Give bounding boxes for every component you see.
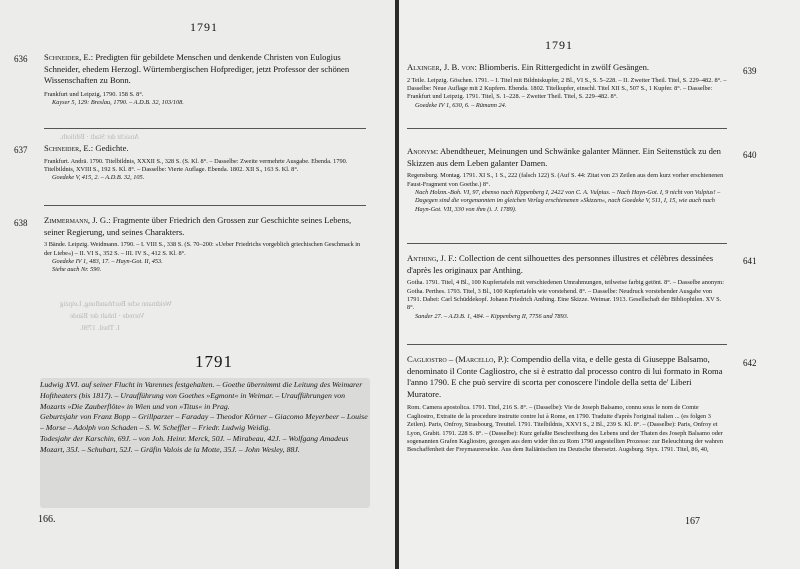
bibliography-entry bbox=[44, 143, 366, 183]
show-through-text: Ansicht der Stadt · Biblioth. bbox=[60, 133, 140, 141]
entry-number: 641 bbox=[743, 256, 757, 266]
entry-number: 639 bbox=[743, 66, 757, 76]
left-page bbox=[0, 0, 395, 569]
entry-details: Gotha. 1791. Titel, 4 Bl., 100 Kupfertafeln mit verschiedenen Umrahmungen, teilweise farbig getönt. 8°. – Dasselbe anonym: Gotha. Perthes. 1793. Titel, 3 Bl., 100 Kupfertafeln wie vorstehend. 8°. – Dasselbe: Neudruck vorstehender Ausgabe von 1791. Dabei: Carl Schüddekopf. Johann Friedrich Anthing. Eine Skizze. Weimar. 1913. Gesellschaft der Bibliophilen. XV S. 8°. bbox=[407, 279, 724, 312]
chronicle-text bbox=[40, 380, 370, 456]
entry-title: Fragmente über Friedrich den Grossen zur Geschichte seines Lebens, seiner Regierung, und seines Charakters. bbox=[44, 215, 352, 237]
entry-divider bbox=[44, 128, 366, 129]
chronicle-year: 1791 bbox=[195, 352, 233, 371]
entry-reference: Nach Holzm.-Boh. VI, 97, ebenso nach Kippenberg I, 2422 von C. A. Vulpius. – Nach Hayn-Got. I, 9 nicht von Vulpius! – Dagegen sind die vorgenannten im gleichen Verlag erschienenen »Skizzen«, nach Goedeke V, 511, I, 15, wie auch nach Hayn-Got. VII, 330 von ihm (i. J. 1789). bbox=[415, 189, 721, 213]
entry-reference: Sander 27. – A.D.B. 1, 484. – Kippenberg II, 7756 und 7893. bbox=[415, 312, 569, 320]
entry-author: Anthing, J. F.: bbox=[407, 253, 457, 263]
left-running-head: 1791 bbox=[190, 20, 218, 34]
chronicle-deaths: Todesjahr der Karschin, 69J. – von Joh. Heinr. Merck, 50J. – Mirabeau, 42J. – Wolfgang Amadeus Mozart, 35J. – Schubart, 52J. – Gräfin Valois de la Motte, 35J. – John Wesley, 88J. bbox=[40, 433, 349, 454]
entry-author: Cagliostro – (Marcello, P.): bbox=[407, 354, 510, 364]
entry-reference: Goedeke IV 1, 483, 17. – Hayn-Got. II, 453. bbox=[52, 258, 163, 265]
entry-author: Anonym: bbox=[407, 146, 439, 156]
entry-reference: Goedeke V, 415, 2. – A.D.B. 32, 105. bbox=[52, 174, 145, 182]
entry-details: Rom. Camera apostolica. 1791. Titel, 216 S. 8°. – (Dasselbe): Vie de Joseph Balsamo, connu sous le nom de Comte Cagliostro, Extraite de la procedure instruite contre lui à Rome, en 1790. Traduite d'après l'original italien ... (es folgen 3 Zeilen). Paris, Onfroy, Strasbourg, Treuttel. 1791. Titelbildnis, XXVI S., 2 Bl., 239 S. Kl. 8°. – (Dasselbe): Paris, Onfroy et Lyon, Grabit. 1791. 228 S. 8°. – (Dasselbe): Kurz gefaßte Beschreibung des Lebens und der Thaten des Joseph Balsamo oder sogenannten Grafen Kagliostro, gezogen aus dem wider ihn zu Rom 1790 angestellten Prozesse: zur Beleuchtung der wahren Beschaffenheit der Freymaurersekte. Aus dem Italiänischen ins Deutsche übersetzt. Augsburg. Styx. 1791. Titel, 86, 40, bbox=[407, 404, 723, 454]
entry-number: 638 bbox=[14, 218, 28, 228]
right-page bbox=[399, 0, 800, 569]
entry-details: Frankfurt. Andrä. 1790. Titelbildnis, XXXII S., 328 S. (S. Kl. 8°. – Dasselbe: Zweite vermehrte Ausgabe. Ebenda. 1790. Titelbildnis, XVIII S., 192 S. Kl. 8°. – Dasselbe: Vierte Auflage. Ebenda. 1802. XII S., 163 S. Kl. 8°. bbox=[44, 157, 348, 173]
show-through-text: Weidmann sche Buchhandlung, Leipzig bbox=[60, 300, 172, 308]
entry-title: Predigten für gebildete Menschen und denkende Christen von Eulogius Schneider, ehedem Herzogl. Würtembergischen Hofprediger, jetzt Professor der schönen Wissenschaften zu Bonn. bbox=[44, 52, 350, 86]
entry-title: Bliomberis. Ein Rittergedicht in zwölf Gesängen. bbox=[479, 62, 650, 72]
entry-reference: Kayser 5, 129: Breslau, 1790. – A.D.B. 32, 103/108. bbox=[52, 99, 184, 107]
bibliography-entry bbox=[407, 354, 727, 455]
show-through-text: I. Theil. 1790. bbox=[80, 324, 120, 332]
entry-author: Alxinger, J. B. von: bbox=[407, 62, 477, 72]
entry-divider bbox=[407, 243, 727, 244]
entry-details: Regensburg. Montag. 1791. XI S., 1 S., 222 (falsch 122) S. (Auf S. 44: Zitat von 23 Zeilen aus dem kurz vorher erschienenen Faust-Fragment von Goethe.) 8°. bbox=[407, 172, 724, 188]
entry-title: Collection de cent silhouettes des personnes illustres et célèbres dessinées d'après les originaux par Anthing. bbox=[407, 253, 714, 275]
bibliography-entry bbox=[407, 62, 727, 110]
entry-reference: Goedeke IV 1, 630, 6. – Rümann 24. bbox=[415, 101, 507, 109]
bibliography-entry bbox=[407, 253, 727, 321]
entry-number: 636 bbox=[14, 54, 28, 64]
entry-number: 640 bbox=[743, 150, 757, 160]
right-running-head: 1791 bbox=[545, 38, 573, 52]
show-through-text: Vorrede · Inhalt der Bände bbox=[70, 312, 145, 320]
entry-title: Abendtheuer, Meinungen und Schwänke galanter Männer. Ein Seitenstück zu den Skizzen aus dem Leben galanter Damen. bbox=[407, 146, 721, 168]
entry-number: 637 bbox=[14, 145, 28, 155]
entry-divider bbox=[44, 205, 366, 206]
bibliography-entry bbox=[44, 215, 366, 275]
entry-details: 3 Bände. Leipzig. Weidmann. 1790. – I. VIII S., 338 S. (S. 70–200: »Ueber Friedrichs vorgeblich griechischen Geschmack in der Liebe«) – II. VI S., 352 S. – III. IV S., 412 S. Kl. 8°. bbox=[44, 241, 361, 257]
entry-author: Zimmermann, J. G.: bbox=[44, 215, 111, 225]
chronicle-events: Ludwig XVI. auf seiner Flucht in Varennes festgehalten. – Goethe übernimmt die Leitung des Weimarer Hoftheaters (bis 1817). – Uraufführung von Goethes »Egmont« in Weimar. – Uraufführungen von Mozarts »Die Zauberflöte« in Wien und von »Titus« in Prag. bbox=[40, 380, 363, 411]
entry-author: Schneider, E.: bbox=[44, 52, 94, 62]
entry-number: 642 bbox=[743, 358, 757, 368]
entry-divider bbox=[407, 344, 727, 345]
entry-reference: Siehe auch Nr. 590. bbox=[52, 266, 102, 274]
chronicle-births: Geburtsjahr von Franz Bopp – Grillparzer – Faraday – Theodor Körner – Giacomo Meyerbeer – Louise – Morse – Adolph von Schaden – S. W. Scheffler – Friedr. Ludwig Weidig. bbox=[40, 412, 368, 433]
entry-details: 2 Teile. Leipzig. Göschen. 1791. – I. Titel mit Bildniskupfer, 2 Bl., VI S., S. 5–228. – II. Zweiter Theil. Titel, S. 229–482. 8°. – Dasselbe: Neue Auflage mit 2 Kupfern. Ebenda. 1802. Titelkupfer, einschl. Titel XII S., 507 S., 1 Kupfer. 8°. – Dasselbe: Frankfurt und Leipzig. 1791. Titel, S. 1–228. – Zweiter Theil. Titel, S. 229–482. 8°. bbox=[407, 76, 727, 101]
bibliography-entry bbox=[44, 52, 366, 108]
left-page-number: 166. bbox=[38, 514, 56, 525]
entry-details: Frankfurt und Leipzig, 1790. 158 S. 8°. bbox=[44, 90, 144, 98]
entry-title: Gedichte. bbox=[95, 143, 129, 153]
entry-author: Schneider, E.: bbox=[44, 143, 94, 153]
right-page-number: 167 bbox=[685, 516, 700, 527]
entry-divider bbox=[407, 128, 727, 129]
bibliography-entry bbox=[407, 146, 727, 214]
entry-title: Compendio della vita, e delle gesta di Giuseppe Balsamo, denominato il Conte Cagliostro, che si è estratto dal processo contro di lui formato in Roma l'anno 1790. E che può servire di scorta per conoscere l'indole della setta de' Liberi Muratore. bbox=[407, 354, 723, 399]
